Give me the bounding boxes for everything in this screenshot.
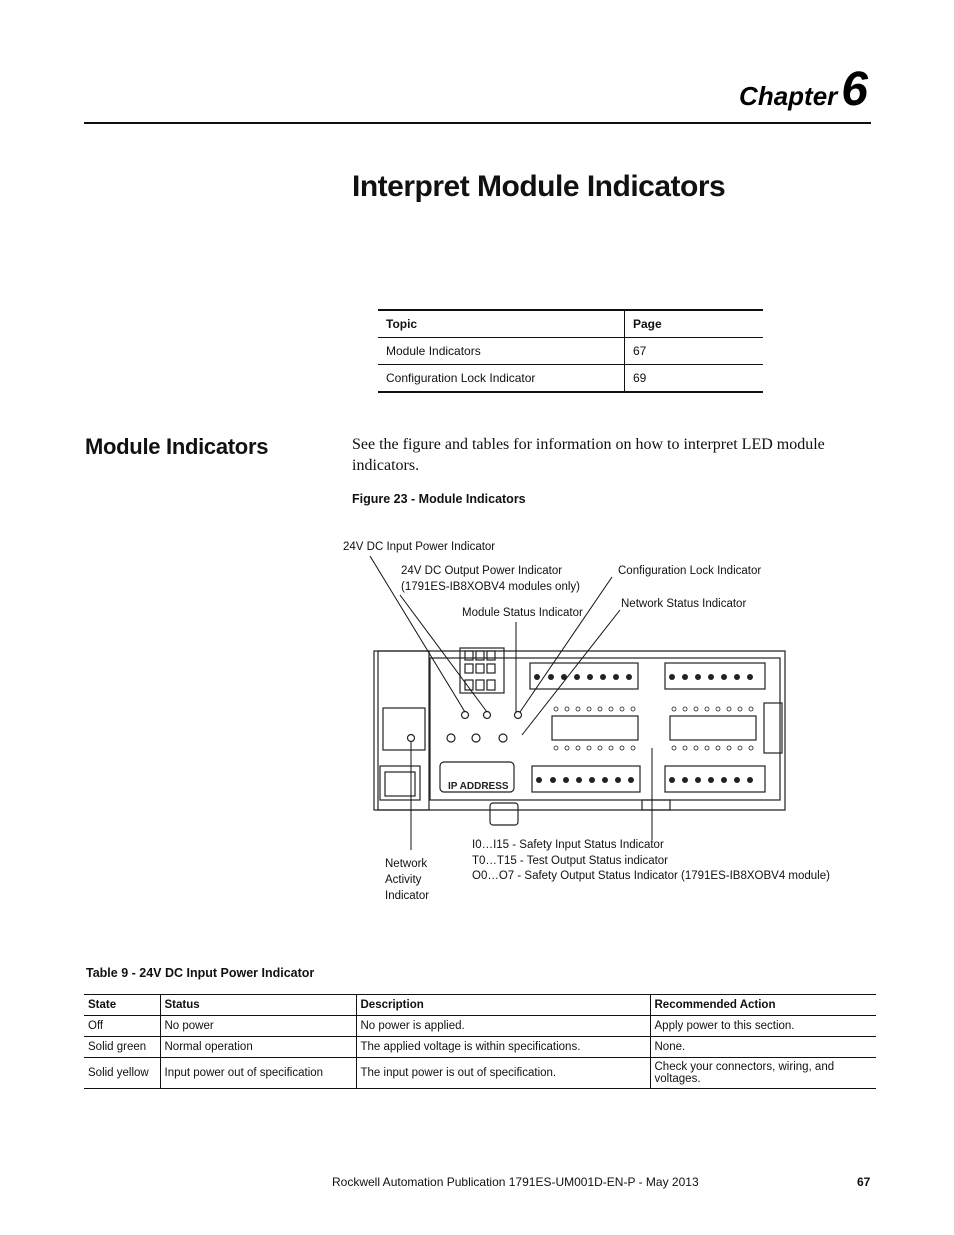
state-table: [84, 994, 876, 1089]
label-config-lock: Configuration Lock Indicator: [618, 565, 762, 577]
label-net-activity-1: Network: [385, 858, 428, 870]
action-cell: None.: [650, 1037, 876, 1058]
label-io-1: I0…I15 - Safety Input Status Indicator: [472, 839, 664, 851]
state-cell: Solid yellow: [84, 1058, 160, 1089]
status-cell: Input power out of specification: [160, 1058, 356, 1089]
status-cell: No power: [160, 1016, 356, 1037]
state-header: State: [84, 995, 160, 1016]
label-io-2: T0…T15 - Test Output Status indicator: [472, 855, 669, 867]
label-io-3: O0…O7 - Safety Output Status Indicator (1791ES-IB8XOBV4 module): [472, 870, 830, 882]
page-cell: 67: [625, 338, 764, 365]
table-row: [84, 1058, 876, 1089]
action-cell: Check your connectors, wiring, and voltages.: [650, 1058, 876, 1089]
label-network-status: Network Status Indicator: [621, 598, 747, 610]
label-net-activity-2: Activity: [385, 874, 422, 886]
page-number: 67: [857, 1175, 871, 1189]
table-row: [84, 1016, 876, 1037]
state-cell: Off: [84, 1016, 160, 1037]
topic-cell[interactable]: Module Indicators: [378, 338, 625, 365]
description-header: Description: [356, 995, 650, 1016]
chapter-word: Chapter: [739, 81, 838, 111]
state-cell: Solid green: [84, 1037, 160, 1058]
topics-header-page: Page: [625, 310, 764, 338]
table-caption: Table 9 - 24V DC Input Power Indicator: [86, 966, 315, 980]
section-heading: Module Indicators: [85, 434, 269, 459]
page-cell: 69: [625, 365, 764, 393]
status-header: Status: [160, 995, 356, 1016]
action-cell: Apply power to this section.: [650, 1016, 876, 1037]
description-cell: The applied voltage is within specifications.: [356, 1037, 650, 1058]
publication-info: Rockwell Automation Publication 1791ES-UM001D-EN-P - May 2013: [332, 1175, 699, 1189]
section-intro: See the figure and tables for information on how to interpret LED module indicators.: [352, 436, 825, 474]
table-row: [84, 1037, 876, 1058]
label-output-power-2: (1791ES-IB8XOBV4 modules only): [401, 581, 580, 593]
topic-cell[interactable]: Configuration Lock Indicator: [378, 365, 625, 393]
ip-address-label: IP ADDRESS: [448, 781, 509, 792]
label-input-power: 24V DC Input Power Indicator: [343, 541, 496, 553]
module-left-housing: [374, 651, 429, 810]
description-cell: No power is applied.: [356, 1016, 650, 1037]
status-cell: Normal operation: [160, 1037, 356, 1058]
page-title: Interpret Module Indicators: [352, 170, 726, 203]
description-cell: The input power is out of specification.: [356, 1058, 650, 1089]
label-output-power-1: 24V DC Output Power Indicator: [401, 565, 563, 577]
label-net-activity-3: Indicator: [385, 890, 430, 902]
label-module-status: Module Status Indicator: [462, 607, 583, 619]
figure-caption: Figure 23 - Module Indicators: [352, 492, 526, 506]
action-header: Recommended Action: [650, 995, 876, 1016]
topics-header-topic: Topic: [378, 310, 625, 338]
chapter-number: 6: [841, 63, 868, 116]
